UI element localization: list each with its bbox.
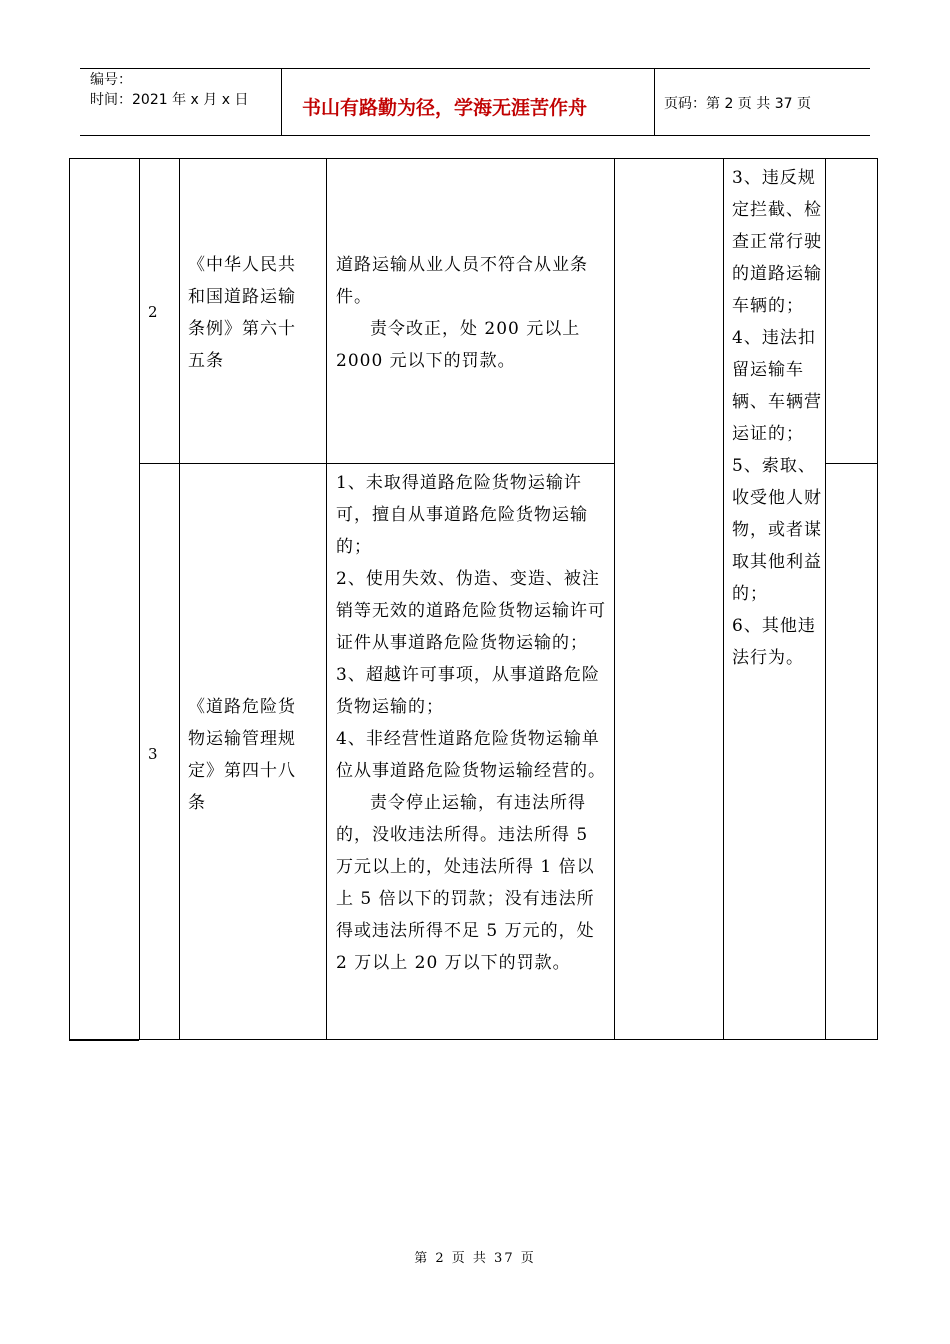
row-3-content: [336, 467, 608, 979]
row-2-basis: 《中华人民共和国道路运输条例》第六十五条: [188, 255, 296, 371]
right-column-list: [732, 162, 822, 674]
doc-time-label: 时间：2021 年 x 月 x 日: [90, 92, 249, 108]
table-bottom-border-thick: [69, 1039, 139, 1041]
col-line-6: [825, 158, 826, 1040]
header-bottom-rule: [80, 135, 870, 136]
table-top-border: [69, 158, 878, 159]
row-divider: [139, 463, 614, 464]
header-top-rule: [80, 68, 870, 69]
row-2-penalty: 责令改正，处 200 元以上 2000 元以下的罚款。: [336, 319, 581, 371]
right-item-6: 6、其他违法行为。: [732, 616, 816, 668]
col-line-5: [723, 158, 724, 1040]
row-3-item-4: 4、非经营性道路危险货物运输单位从事道路危险货物运输经营的。: [336, 729, 606, 781]
row-3-penalty: 责令停止运输，有违法所得的，没收违法所得。违法所得 5 万元以上的，处违法所得 1 倍以上 5 倍以下的罚款；没有违法所得或违法所得不足 5 万元的，处 2 万以上 20 万以下的罚款。: [336, 793, 595, 973]
row-2-conduct: 道路运输从业人员不符合从业条件。: [336, 255, 588, 307]
row-divider-right: [825, 463, 878, 464]
col-line-0: [69, 158, 70, 1040]
header-slogan: 书山有路勤为径，学海无涯苦作舟: [302, 97, 588, 119]
page-footer: 第 2 页 共 37 页: [414, 1251, 536, 1266]
right-item-3: 3、违反规定拦截、检查正常行驶的道路运输车辆的；: [732, 168, 822, 316]
page-indicator: 页码：第 2 页 共 37 页: [664, 96, 811, 112]
right-item-5: 5、索取、收受他人财物，或者谋取其他利益的；: [732, 456, 822, 604]
col-line-4: [614, 158, 615, 1040]
table-bottom-border: [69, 1039, 878, 1040]
col-line-2: [179, 158, 180, 1040]
row-2-content: [336, 249, 608, 377]
row-2-index: 2: [148, 303, 158, 321]
row-3-index: 3: [148, 745, 158, 763]
row-3-item-1: 1、未取得道路危险货物运输许可，擅自从事道路危险货物运输的；: [336, 473, 588, 557]
row-3-item-3: 3、超越许可事项，从事道路危险货物运输的；: [336, 665, 600, 717]
header-divider-right: [654, 68, 655, 136]
header-divider-left: [281, 68, 282, 136]
doc-number-label: 编号：: [90, 72, 132, 88]
right-item-4: 4、违法扣留运输车辆、车辆营运证的；: [732, 328, 822, 444]
col-line-1: [139, 158, 140, 1040]
col-line-3: [326, 158, 327, 1040]
row-3-item-2: 2、使用失效、伪造、变造、被注销等无效的道路危险货物运输许可证件从事道路危险货物运输的；: [336, 569, 606, 653]
col-line-7: [877, 158, 878, 1040]
row-3-basis: 《道路危险货物运输管理规定》第四十八条: [188, 697, 296, 813]
